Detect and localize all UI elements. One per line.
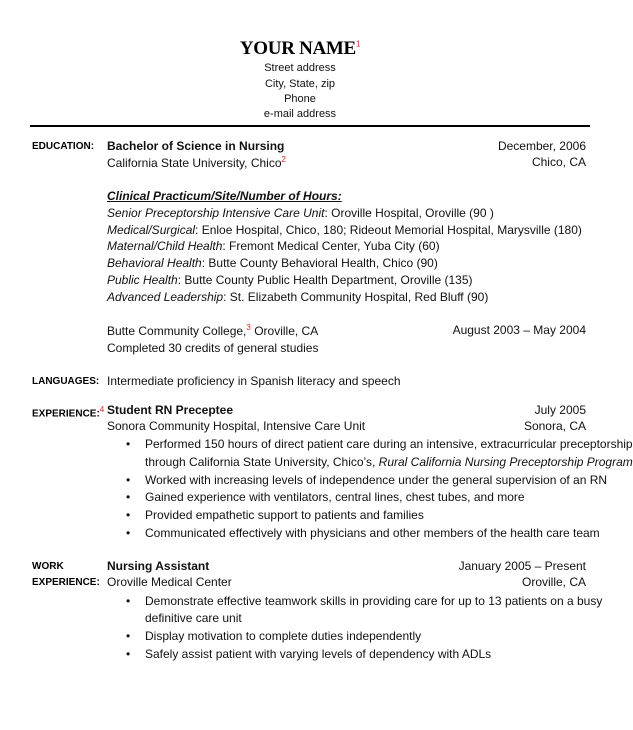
city-state-zip: City, State, zip (264, 78, 336, 90)
bullet-icon: • (126, 526, 131, 540)
bullet-icon: • (126, 508, 131, 522)
practicum-item-text: : Butte County Behavioral Health, Chico (90) (201, 256, 438, 270)
experience-bullet: Communicated effectively with physicians and other members of the health care team (145, 526, 600, 540)
phone: Phone (284, 93, 316, 105)
experience-label (32, 405, 104, 419)
practicum-item-text: : Oroville Hospital, Oroville (90 ) (324, 206, 494, 220)
bullet-icon: • (126, 594, 131, 608)
resume-name (0, 38, 600, 60)
practicum-item (107, 239, 440, 253)
work-location: Oroville, CA (521, 575, 586, 589)
college-detail: Completed 30 credits of general studies (107, 341, 319, 355)
practicum-item (107, 206, 494, 220)
experience-label-text: EXPERIENCE: (32, 408, 100, 420)
degree-date: December, 2006 (497, 139, 586, 153)
experience-location: Sonora, CA (523, 419, 586, 433)
bullet-icon: • (126, 629, 131, 643)
program-prefix: through California State University, Chico’s, (145, 455, 379, 469)
college-location: Oroville, CA (250, 324, 319, 338)
bullet-icon: • (126, 490, 131, 504)
practicum-item-text: : Enloe Hospital, Chico, 180; Rideout Memorial Hospital, Marysville (180) (195, 223, 582, 237)
practicum-item (107, 273, 473, 287)
experience-bullet: Gained experience with ventilators, central lines, chest tubes, and more (145, 490, 525, 504)
work-label-line1: WORK (32, 561, 64, 572)
work-date: January 2005 – Present (458, 559, 586, 573)
name-footnote-marker: 1 (355, 39, 361, 49)
bullet-icon: • (126, 647, 131, 661)
work-bullet-continuation: definitive care unit (145, 611, 242, 625)
work-label-line2: EXPERIENCE: (32, 577, 100, 588)
bullet-icon: • (126, 437, 131, 451)
college-footnote-marker: 3 (246, 323, 251, 332)
program-name: Rural California Nursing Preceptorship Program (378, 455, 633, 469)
work-bullet: Display motivation to complete duties independently (145, 629, 422, 643)
languages-text: Intermediate proficiency in Spanish literacy and speech (107, 374, 401, 388)
bullet-icon: • (126, 473, 131, 487)
university-footnote-marker: 2 (281, 155, 286, 164)
education-label: EDUCATION: (32, 141, 95, 152)
college-name: Butte Community College, (107, 324, 247, 338)
experience-footnote-marker: 4 (99, 405, 105, 414)
experience-date: July 2005 (534, 403, 586, 417)
practicum-item-label: Senior Preceptorship Intensive Care Unit (107, 206, 325, 220)
practicum-item-text: : Butte County Public Health Department, Oroville (135) (177, 273, 473, 287)
street-address: Street address (264, 62, 336, 74)
university-location: Chico, CA (531, 155, 586, 169)
practicum-item (107, 256, 438, 270)
work-title: Nursing Assistant (107, 559, 210, 573)
practicum-item (107, 223, 582, 237)
work-employer: Oroville Medical Center (107, 575, 232, 589)
experience-bullet: Performed 150 hours of direct patient care during an intensive, extracurricular preceptorship (145, 437, 633, 451)
practicum-item-text: : Fremont Medical Center, Yuba City (60) (222, 239, 440, 253)
work-bullet: Demonstrate effective teamwork skills in providing care for up to 13 patients on a busy (145, 594, 603, 608)
practicum-item-label: Medical/Surgical (107, 223, 196, 237)
practicum-item-label: Maternal/Child Health (107, 239, 223, 253)
email-address: e-mail address (263, 108, 337, 120)
experience-title: Student RN Preceptee (107, 403, 234, 417)
languages-label: LANGUAGES: (32, 376, 100, 387)
practicum-item-label: Advanced Leadership (107, 290, 224, 304)
work-bullet: Safely assist patient with varying levels of dependency with ADLs (145, 647, 492, 661)
experience-bullet-continuation (145, 455, 633, 469)
name-text: YOUR NAME (239, 38, 356, 59)
practicum-heading: Clinical Practicum/Site/Number of Hours: (107, 189, 342, 203)
experience-bullet: Worked with increasing levels of independence under the general supervision of an RN (145, 473, 608, 487)
experience-employer: Sonora Community Hospital, Intensive Care Unit (107, 419, 366, 433)
university-name: California State University, Chico (107, 156, 282, 170)
degree: Bachelor of Science in Nursing (107, 139, 285, 153)
header-divider (30, 125, 590, 127)
experience-bullet: Provided empathetic support to patients and families (145, 508, 424, 522)
practicum-item-label: Public Health (107, 273, 178, 287)
practicum-item-label: Behavioral Health (107, 256, 202, 270)
practicum-item (107, 290, 488, 304)
college-dates: August 2003 – May 2004 (452, 323, 586, 337)
practicum-item-text: : St. Elizabeth Community Hospital, Red Bluff (90) (223, 290, 489, 304)
university (107, 155, 286, 170)
college (107, 323, 318, 338)
